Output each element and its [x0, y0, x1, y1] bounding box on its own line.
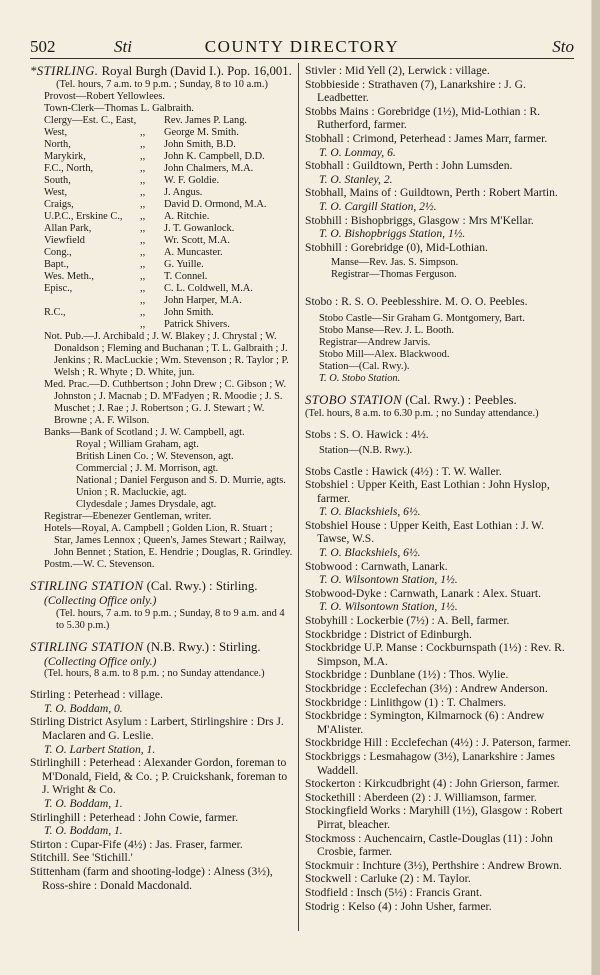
list-item: Stockbridge : Ecclefechan (3½) : Andrew Anderson. [305, 682, 548, 695]
list-item: Stobhall : Guildtown, Perth : John Lumsden. [305, 159, 513, 173]
clergy-row [44, 163, 294, 175]
entry-stobo: Stobo : R. S. O. Peeblesshire. M. O. O. Peebles. [305, 295, 528, 309]
clergy-ditto: ,, [140, 187, 146, 198]
running-header [30, 36, 574, 58]
notaries: Not. Pub.—J. Archibald ; J. W. Blakey ; J. Chrystal ; W. Donaldson ; Fleming and Buchanan ; T. L. Galbraith ; J. Jenkins ; R. MacLuckie ; Wm. Stevenson ; R. Taylor ; P. Welsh ; R. Whyte ; D. White, jun. [44, 331, 289, 378]
list-item: Stobs Castle : Hawick (4½) : T. W. Waller. [305, 464, 502, 478]
entry-stirling [30, 64, 294, 79]
entry-stobs: Stobs : S. O. Hawick : 4½. [305, 427, 429, 441]
list-item: Stirlinghill : Peterhead : Alexander Gordon, foreman to M'Donald, Field, & Co. ; P. Cruickshank, foreman to J. Wright & Co. [30, 756, 288, 797]
left-column [30, 64, 294, 892]
clergy-ditto: ,, [140, 235, 146, 246]
list-item: Stockethill : Aberdeen (2) : J. Williamson, farmer. [305, 790, 537, 804]
list-item: Stirling : Peterhead : village. [30, 688, 163, 702]
list-item: Stockbridge : Dunblane (1½) : Thos. Wylie. [305, 668, 509, 682]
provost: Provost—Robert Yellowlees. [44, 91, 165, 102]
clergy-ditto: ,, [140, 295, 146, 306]
list-item: Stobhill : Gorebridge (0), Mid-Lothian. [305, 240, 488, 254]
telegraph-office: T. O. Blackshiels, 6½. [319, 546, 421, 560]
clergy-minister: G. Yuille. [164, 259, 204, 270]
entry-heading: STIRLING STATION [30, 639, 144, 654]
clergy-church: West, [44, 187, 68, 198]
clergy-row [44, 235, 294, 247]
header-rule [30, 58, 574, 59]
clergy-row [44, 283, 294, 295]
clergy-ditto: ,, [140, 247, 146, 258]
tel-hours: (Tel. hours, 7 a.m. to 9 p.m. ; Sunday, 8 to 9 a.m. and 4 to 5.30 p.m.) [56, 607, 285, 631]
list-item: Stobyhill : Lockerbie (7½) : A. Bell, farmer. [305, 614, 510, 628]
entry-desc: (Cal. Rwy.) : Stirling. [146, 579, 258, 593]
list-item: Stockwell : Carluke (2) : M. Taylor. [305, 872, 471, 886]
clergy-minister: John Harper, M.A. [164, 295, 242, 306]
list-item: Stockingfield Works : Maryhill (1½), Glasgow : Robert Pirrat, bleacher. [305, 804, 563, 831]
entry-heading: STIRLING STATION [30, 579, 144, 593]
entry-desc: Royal Burgh (David I.). Pop. 16,001. [101, 64, 292, 78]
list-item: Stockbridge : Linlithgow (1) : T. Chalmers. [305, 695, 507, 709]
list-item: Stodrig : Kelso (4) : John Usher, farmer. [305, 899, 492, 913]
list-item: Stockbridge : District of Edinburgh. [305, 627, 472, 641]
list-item: Stirton : Cupar-Fife (4½) : Jas. Fraser, farmer. [30, 837, 243, 851]
stobo-line: Stobo Castle—Sir Graham G. Montgomery, Bart. [319, 312, 525, 324]
medical-practitioners: Med. Prac.—D. Cuthbertson ; John Drew ; C. Gibson ; W. Johnston ; J. Macnab ; D. M'Fadyen ; R. Moodie ; J. S. Muschet ; J. Rae ; J. Robertson ; G. J. Stewart ; W. Browne ; A. F. Wilson. [44, 379, 287, 426]
registrar: Registrar—Ebenezer Gentleman, writer. [44, 511, 212, 522]
entry-desc: (N.B. Rwy.) : Stirling. [146, 639, 261, 654]
banks-list [30, 439, 294, 511]
clergy-church: West, [44, 127, 68, 138]
clergy-row [44, 151, 294, 163]
entry-cal-station [30, 579, 294, 594]
list-item: Stirlinghill : Peterhead : John Cowie, farmer. [30, 810, 239, 824]
collecting-office: (Collecting Office only.) [44, 594, 157, 607]
clergy-row [44, 223, 294, 235]
list-item: Stitchill. See 'Stichill.' [30, 851, 133, 865]
clergy-ditto: ,, [140, 151, 146, 162]
stobo-line: Registrar—Andrew Jarvis. [319, 336, 431, 348]
clergy-church: Viewfield [44, 235, 85, 246]
clergy-church: R.C., [44, 307, 66, 318]
town-clerk: Town-Clerk—Thomas L. Galbraith. [44, 103, 194, 114]
entry-heading: STOBO STATION [305, 392, 403, 407]
list-item: Stockbriggs : Lesmahagow (3½), Lanarkshire : James Waddell. [305, 749, 555, 777]
clergy-row [44, 139, 294, 151]
clergy-list [30, 115, 294, 331]
manse: Manse—Rev. Jas. S. Simpson. [331, 257, 459, 269]
stobo-line: Station—(Cal. Rwy.). [319, 360, 410, 372]
entry-nb-station [30, 640, 294, 655]
page-number: 502 [30, 37, 56, 56]
clergy-church: South, [44, 175, 71, 186]
postmaster: Postm.—W. C. Stevenson. [44, 559, 155, 570]
clergy-ditto: ,, [140, 199, 146, 210]
clergy-church: Marykirk, [44, 151, 86, 162]
list-item: Stirling District Asylum : Larbert, Stirlingshire : Drs J. Maclaren and G. Leslie. [30, 715, 284, 742]
clergy-ditto: ,, [140, 163, 146, 174]
stobo-line: Stobo Manse—Rev. J. L. Booth. [319, 324, 454, 336]
clergy-row [44, 187, 294, 199]
clergy-minister: George M. Smith. [164, 127, 239, 138]
clergy-church: Allan Park, [44, 223, 92, 234]
bank-line: Royal ; William Graham, agt. [76, 439, 199, 450]
page-edge [592, 0, 600, 975]
clergy-church: U.P.C., Erskine C., [44, 211, 123, 222]
clergy-church: Wes. Meth., [44, 271, 94, 282]
clergy-row [44, 115, 294, 127]
list-item: Stodfield : Insch (5½) : Francis Grant. [305, 885, 483, 899]
clergy-church: Craigs, [44, 199, 74, 210]
registrar: Registrar—Thomas Ferguson. [331, 269, 457, 281]
clergy-row [44, 295, 294, 307]
clergy-ditto: ,, [140, 139, 146, 150]
stobs-station: Station—(N.B. Rwy.). [319, 444, 413, 456]
stobo-list [305, 313, 576, 373]
clergy-row [44, 271, 294, 283]
telegraph-office: T. O. Stanley, 2. [319, 172, 393, 186]
clergy-ditto: ,, [140, 319, 146, 330]
clergy-minister: J. T. Gowanlock. [164, 223, 235, 234]
guide-word-left: Sti [114, 37, 132, 56]
entry-heading: *STIRLING. [30, 64, 99, 78]
clergy-church [44, 295, 140, 307]
telegraph-office: T. O. Boddam, 0. [44, 701, 123, 715]
bank-line: Union ; R. Macluckie, agt. [76, 487, 187, 498]
telegraph-office: T. O. Boddam, 1. [44, 796, 123, 810]
clergy-minister: John K. Campbell, D.D. [164, 151, 265, 162]
list-item: Stockbridge Hill : Ecclefechan (4½) : J. Paterson, farmer. [305, 736, 571, 750]
clergy-minister: C. L. Coldwell, M.A. [164, 283, 253, 294]
clergy-ditto: ,, [140, 211, 146, 222]
clergy-ditto: ,, [140, 307, 146, 318]
entry-desc: (Cal. Rwy.) : Peebles. [405, 392, 517, 407]
telegraph-office: T. O. Lonmay, 6. [319, 145, 396, 159]
right-column [305, 64, 576, 913]
clergy-row [44, 247, 294, 259]
tel-hours: (Tel. hours, 7 a.m. to 9 p.m. ; Sunday, 8 to 10 a.m.) [56, 79, 268, 90]
bank-line: Clydesdale ; James Drysdale, agt. [76, 499, 217, 510]
clergy-minister: A. Muncaster. [164, 247, 223, 258]
list-item: Stobbieside : Strathaven (7), Lanarkshire : J. G. Leadbetter. [305, 77, 526, 105]
list-item: Stockbridge : Symington, Kilmarnock (6) : Andrew M'Alister. [305, 709, 545, 736]
clergy-church: Bapt., [44, 259, 69, 270]
clergy-church: Clergy—Est. C., East, [44, 115, 137, 126]
telegraph-office: T. O. Larbert Station, 1. [44, 742, 156, 756]
entry-stobo-station [305, 393, 576, 408]
clergy-ditto: ,, [140, 283, 146, 294]
list-item: Stockbridge U.P. Manse : Cockburnspath (1½) : Rev. R. Simpson, M.A. [305, 641, 565, 668]
clergy-minister: John Smith, B.D. [164, 139, 236, 150]
clergy-minister: Patrick Shivers. [164, 319, 230, 330]
clergy-church: Episc., [44, 283, 73, 294]
clergy-row [44, 307, 294, 319]
column-divider [298, 63, 299, 931]
guide-word-right: Sto [552, 37, 574, 56]
clergy-row [44, 259, 294, 271]
list-item: Stockerton : Kirkcudbright (4) : John Grierson, farmer. [305, 777, 560, 791]
clergy-church: Cong., [44, 247, 72, 258]
list-item: Stobhill : Bishopbriggs, Glasgow : Mrs M'Kellar. [305, 213, 534, 227]
clergy-minister: J. Angus. [164, 187, 203, 198]
list-item: Stobbs Mains : Gorebridge (1½), Mid-Lothian : R. Rutherford, farmer. [305, 104, 541, 132]
clergy-ditto: ,, [140, 271, 146, 282]
clergy-church: North, [44, 139, 71, 150]
page-edge-line [591, 0, 592, 975]
clergy-minister: John Smith. [164, 307, 214, 318]
telegraph-office: T. O. Boddam, 1. [44, 824, 123, 838]
clergy-ditto [140, 115, 164, 127]
clergy-row [44, 127, 294, 139]
clergy-minister: Wr. Scott, M.A. [164, 235, 230, 246]
list-item: Stobwood : Carnwath, Lanark. [305, 559, 448, 573]
banks: Banks—Bank of Scotland ; J. W. Campbell, agt. [44, 427, 245, 438]
list-item: Stockmoss : Auchencairn, Castle-Douglas (11) : John Crosbie, farmer. [305, 831, 553, 859]
clergy-minister: David D. Ormond, M.A. [164, 199, 267, 210]
clergy-minister: John Chalmers, M.A. [164, 163, 254, 174]
clergy-minister: W. F. Goldie. [164, 175, 220, 186]
tel-hours: (Tel. hours, 8 a.m. to 6.30 p.m. ; no Sunday attendance.) [305, 407, 539, 419]
clergy-ditto: ,, [140, 175, 146, 186]
hotels: Hotels—Royal, A. Campbell ; Golden Lion, R. Stuart ; Star, James Lennox ; Queen's, James Stewart ; Railway, John Bennet ; Station, E. Hendrie ; Douglas, R. Grindley. [44, 523, 293, 558]
list-item: Stobhall : Crimond, Peterhead : James Marr, farmer. [305, 131, 548, 145]
clergy-row [44, 199, 294, 211]
clergy-row [44, 175, 294, 187]
telegraph-office: T. O. Cargill Station, 2½. [319, 199, 437, 213]
tel-hours: (Tel. hours, 8 a.m. to 8 p.m. ; no Sunday attendance.) [44, 668, 265, 680]
clergy-minister: Rev. James P. Lang. [164, 115, 248, 126]
clergy-minister: T. Connel. [164, 271, 208, 282]
telegraph-office: T. O. Wilsontown Station, 1½. [319, 600, 458, 614]
clergy-ditto: ,, [140, 259, 146, 270]
clergy-ditto: ,, [140, 223, 146, 234]
clergy-church: F.C., North, [44, 163, 94, 174]
telegraph-office: T. O. Stobo Station. [319, 372, 401, 384]
clergy-row [44, 319, 294, 331]
bank-line: British Linen Co. ; W. Stevenson, agt. [76, 451, 234, 462]
telegraph-office: T. O. Wilsontown Station, 1½. [319, 573, 458, 587]
list-item: Stobwood-Dyke : Carnwath, Lanark : Alex. Stuart. [305, 586, 542, 600]
list-item: Stobhall, Mains of : Guildtown, Perth : Robert Martin. [305, 186, 558, 200]
clergy-ditto: ,, [140, 127, 146, 138]
list-item: Stittenham (farm and shooting-lodge) : Alness (3½), Ross-shire : Donald Macdonald. [30, 864, 273, 892]
clergy-church [44, 319, 140, 331]
collecting-office: (Collecting Office only.) [44, 654, 157, 668]
telegraph-office: T. O. Blackshiels, 6½. [319, 505, 421, 519]
list-item: Stobshiel : Upper Keith, East Lothian : John Hyslop, farmer. [305, 478, 550, 505]
list-item: Stobshiel House : Upper Keith, East Lothian : J. W. Tawse, W.S. [305, 518, 544, 546]
clergy-minister: A. Ritchie. [164, 211, 210, 222]
stobo-line: Stobo Mill—Alex. Blackwood. [319, 348, 450, 360]
bank-line: Commercial ; J. M. Morrison, agt. [76, 463, 219, 474]
page-title: COUNTY DIRECTORY [204, 37, 400, 56]
clergy-row [44, 211, 294, 223]
bank-line: National ; Daniel Ferguson and S. D. Murrie, agts. [76, 475, 286, 486]
telegraph-office: T. O. Bishopbriggs Station, 1½. [319, 227, 466, 241]
list-item: Stivler : Mid Yell (2), Lerwick : village. [305, 64, 490, 77]
list-item: Stockmuir : Inchture (3½), Perthshire : Andrew Brown. [305, 858, 562, 872]
